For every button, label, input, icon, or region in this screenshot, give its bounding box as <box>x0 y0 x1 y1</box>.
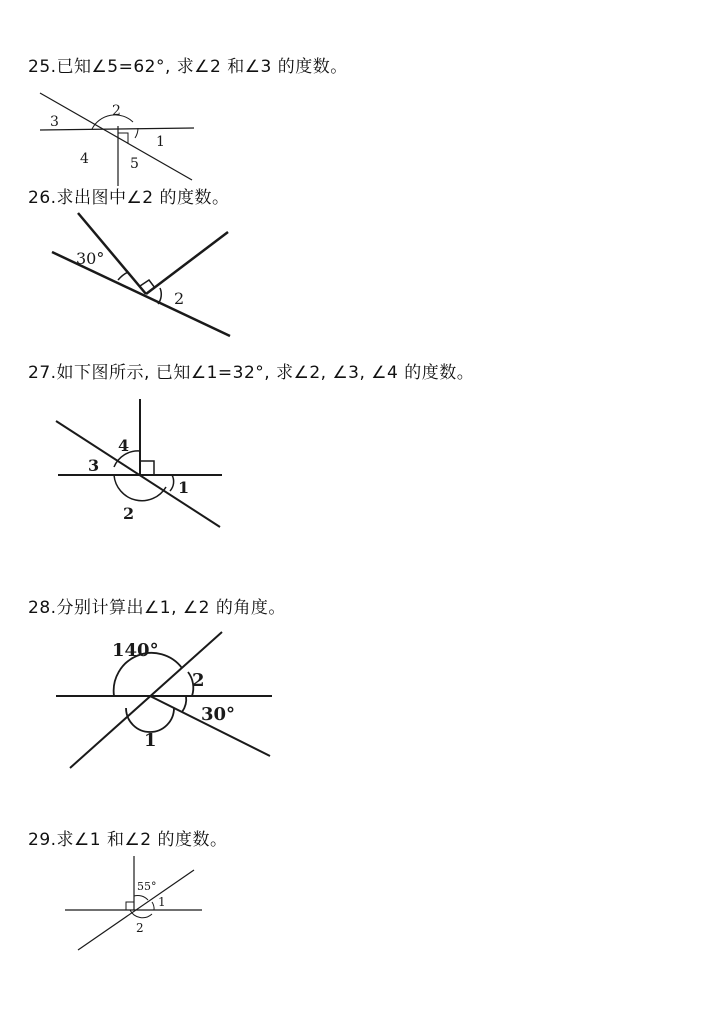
right-angle-mark <box>140 461 154 475</box>
angle-label-1: 1 <box>144 730 157 751</box>
angle-label-3: 3 <box>50 114 59 130</box>
right-angle-mark <box>126 902 134 910</box>
angle-arc-30 <box>182 696 186 712</box>
angle-arc-right <box>135 128 138 138</box>
angle-label-1: 1 <box>158 895 166 909</box>
angle-label-1: 1 <box>156 134 165 150</box>
question-28-figure <box>50 628 280 773</box>
angle-label-30: 30° <box>201 704 236 725</box>
right-ray <box>146 232 228 294</box>
angle-label-55: 55° <box>137 880 157 893</box>
angle-label-2: 2 <box>112 103 121 119</box>
angle-label-3: 3 <box>88 456 100 475</box>
angle-label-30: 30° <box>76 249 105 268</box>
angle-arc-30 <box>118 272 128 280</box>
angle-label-2: 2 <box>174 289 185 308</box>
angle-arc-55 <box>134 895 148 900</box>
question-26-text: 26.求出图中∠2 的度数。 <box>28 188 230 208</box>
angle-label-1: 1 <box>178 478 190 497</box>
angle-label-2: 2 <box>192 670 205 691</box>
angle-label-4: 4 <box>80 151 89 167</box>
angle-label-5: 5 <box>130 156 139 172</box>
angle-label-140: 140° <box>112 640 159 661</box>
angle-label-2: 2 <box>136 921 144 935</box>
question-27-text: 27.如下图所示, 已知∠1=32°, 求∠2, ∠3, ∠4 的度数。 <box>28 363 475 383</box>
angle-label-4: 4 <box>118 436 130 455</box>
right-angle-mark <box>140 280 155 288</box>
question-27-figure <box>50 395 230 535</box>
question-28-text: 28.分别计算出∠1, ∠2 的角度。 <box>28 598 286 618</box>
angle-arc-1 <box>170 475 174 491</box>
angle-arc-1 <box>152 902 154 910</box>
question-29-figure <box>60 852 210 957</box>
question-26-figure <box>40 208 240 343</box>
question-25-figure <box>30 88 200 188</box>
horizontal-line <box>40 128 194 130</box>
angle-label-2: 2 <box>123 504 135 523</box>
question-29-text: 29.求∠1 和∠2 的度数。 <box>28 830 228 850</box>
question-25-text: 25.已知∠5=62°, 求∠2 和∠3 的度数。 <box>28 57 348 77</box>
